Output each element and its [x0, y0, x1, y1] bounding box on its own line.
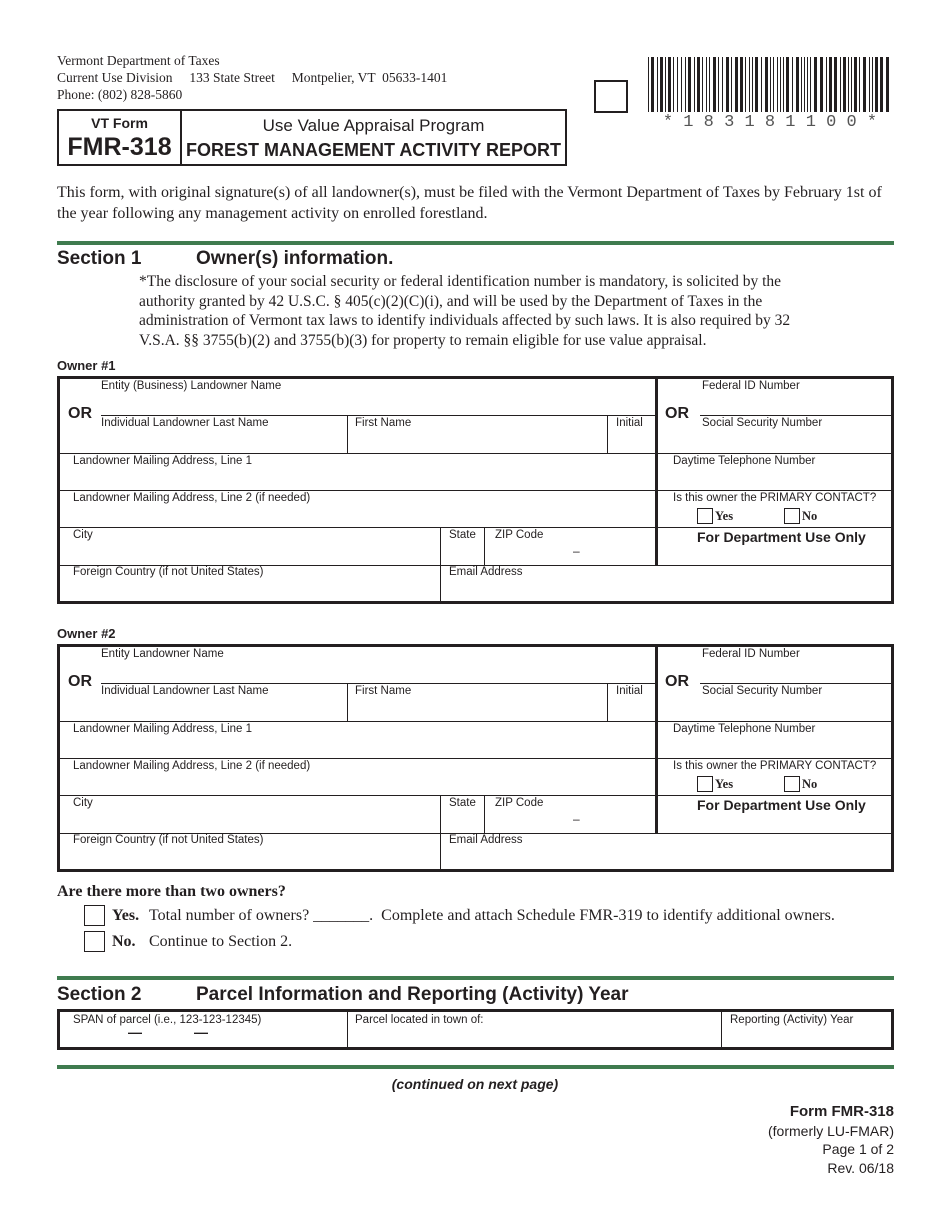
owner1-or-id: OR — [665, 405, 689, 422]
owner1-state-label: State — [449, 529, 476, 541]
town-label: Parcel located in town of: — [355, 1014, 484, 1026]
owner2-city-label: City — [73, 797, 93, 809]
owner2-last-name-label: Individual Landowner Last Name — [101, 685, 269, 697]
owner1-dept-use: For Department Use Only — [697, 529, 866, 545]
barcode — [648, 57, 892, 112]
ssn-disclosure: *The disclosure of your social security or federal identification number is mandatory, is solicited by the authority granted by 42 U.S.C. § 405(c)(2)(C)(i), and will be used by the Department of Taxes in the administration of Vermont tax laws to identify individuals affected by such laws. It is also required by 32 V.S.A. §§ 3755(b)(2) and 3755(b)(3) for property to remain eligible for use value appraisal. — [139, 273, 791, 349]
reporting-year-label: Reporting (Activity) Year — [730, 1014, 854, 1026]
footer-rev: Rev. 06/18 — [827, 1159, 894, 1176]
owner1-address1-label: Landowner Mailing Address, Line 1 — [73, 455, 253, 467]
owner1-first-name-label: First Name — [355, 417, 412, 429]
more-owners-no-label: No. — [112, 933, 136, 950]
more-owners-no-text: Continue to Section 2. — [149, 933, 293, 950]
form-number: FMR-318 — [67, 133, 172, 161]
owner2-initial-label: Initial — [616, 685, 643, 697]
owner2-primary-question: Is this owner the PRIMARY CONTACT? — [673, 760, 877, 772]
owner1-email-label: Email Address — [449, 566, 523, 578]
scan-checkbox[interactable] — [594, 80, 628, 113]
owner2-email-label: Email Address — [449, 834, 523, 846]
owner2-zip-dash: – — [573, 812, 580, 826]
span-dash-1: — — [128, 1024, 142, 1040]
agency-address: Current Use Division 133 State Street Montpelier, VT 05633-1401 — [57, 70, 448, 85]
section2-bottom-divider — [57, 1065, 894, 1069]
owner1-primary-no-label: No — [802, 509, 818, 523]
section2-label: Section 2 — [57, 984, 142, 1005]
barcode-text: * 1 8 3 1 8 1 1 0 0 * — [662, 113, 878, 132]
footer-form-number: Form FMR-318 — [789, 1103, 894, 1120]
agency-address-block — [57, 52, 447, 103]
owner1-primary-yes-label: Yes — [715, 509, 734, 523]
more-owners-yes-text: Total number of owners? _______. Complete and attach Schedule FMR-319 to identify additional owners. — [149, 907, 835, 924]
owner2-federal-id-label: Federal ID Number — [702, 648, 800, 660]
owner2-zip-label: ZIP Code — [495, 797, 544, 809]
owner2-primary-yes-checkbox[interactable] — [697, 776, 713, 792]
program-name: Use Value Appraisal Program — [262, 116, 485, 135]
owner1-primary-question: Is this owner the PRIMARY CONTACT? — [673, 492, 877, 504]
form-label: VT Form — [91, 115, 148, 131]
owner1-last-name-label: Individual Landowner Last Name — [101, 417, 269, 429]
owner2-or-id: OR — [665, 673, 689, 690]
owner2-ssn-label: Social Security Number — [702, 685, 823, 697]
owner2-address2-label: Landowner Mailing Address, Line 2 (if needed) — [73, 760, 311, 772]
span-dash-2: — — [194, 1024, 208, 1040]
owner2-address1-label: Landowner Mailing Address, Line 1 — [73, 723, 253, 735]
owner2-entity-label: Entity Landowner Name — [101, 648, 224, 660]
owner1-address2-label: Landowner Mailing Address, Line 2 (if needed) — [73, 492, 311, 504]
owner1-zip-label: ZIP Code — [495, 529, 544, 541]
continued-note: (continued on next page) — [391, 1076, 559, 1092]
section1-title: Owner(s) information. — [196, 248, 394, 269]
section2-divider — [57, 976, 894, 980]
more-owners-yes-label: Yes. — [112, 907, 140, 924]
owner1-ssn-label: Social Security Number — [702, 417, 823, 429]
section2-title: Parcel Information and Reporting (Activity) Year — [196, 984, 629, 1005]
owner2-primary-yes-label: Yes — [715, 777, 734, 791]
span-label: SPAN of parcel (i.e., 123-123-12345) — [73, 1014, 262, 1026]
owner2-phone-label: Daytime Telephone Number — [673, 723, 816, 735]
owner2-first-name-label: First Name — [355, 685, 412, 697]
owner2-primary-no-label: No — [802, 777, 818, 791]
owner1-zip-dash: – — [573, 544, 580, 558]
agency-name: Vermont Department of Taxes — [57, 53, 220, 68]
form-title: FOREST MANAGEMENT ACTIVITY REPORT — [185, 140, 561, 160]
section1-label: Section 1 — [57, 248, 142, 269]
more-owners-no-checkbox[interactable] — [84, 931, 105, 952]
agency-phone: Phone: (802) 828-5860 — [57, 87, 183, 102]
footer-formerly: (formerly LU-FMAR) — [768, 1122, 894, 1139]
owner1-entity-label: Entity (Business) Landowner Name — [101, 380, 282, 392]
footer-block — [768, 1103, 894, 1177]
section1-divider — [57, 241, 894, 245]
owner1-or-name: OR — [68, 405, 92, 422]
owner2-country-label: Foreign Country (if not United States) — [73, 834, 264, 846]
owner1-heading: Owner #1 — [57, 358, 116, 373]
more-owners-yes-checkbox[interactable] — [84, 905, 105, 926]
intro-text: This form, with original signature(s) of all landowner(s), must be filed with the Vermont Department of Taxes by February 1st of the year following any management activity on enrolled forestland. — [57, 184, 882, 222]
owner1-city-label: City — [73, 529, 93, 541]
owner2-or-name: OR — [68, 673, 92, 690]
footer-page: Page 1 of 2 — [822, 1141, 894, 1157]
more-owners-question: Are there more than two owners? — [57, 883, 286, 900]
owner1-federal-id-label: Federal ID Number — [702, 380, 800, 392]
owner2-heading: Owner #2 — [57, 626, 116, 641]
owner1-primary-no-checkbox[interactable] — [784, 508, 800, 524]
owner2-state-label: State — [449, 797, 476, 809]
form-title-box — [57, 109, 567, 166]
owner1-phone-label: Daytime Telephone Number — [673, 455, 816, 467]
owner2-primary-no-checkbox[interactable] — [784, 776, 800, 792]
owner1-country-label: Foreign Country (if not United States) — [73, 566, 264, 578]
owner2-dept-use: For Department Use Only — [697, 797, 866, 813]
owner1-initial-label: Initial — [616, 417, 643, 429]
owner1-primary-yes-checkbox[interactable] — [697, 508, 713, 524]
